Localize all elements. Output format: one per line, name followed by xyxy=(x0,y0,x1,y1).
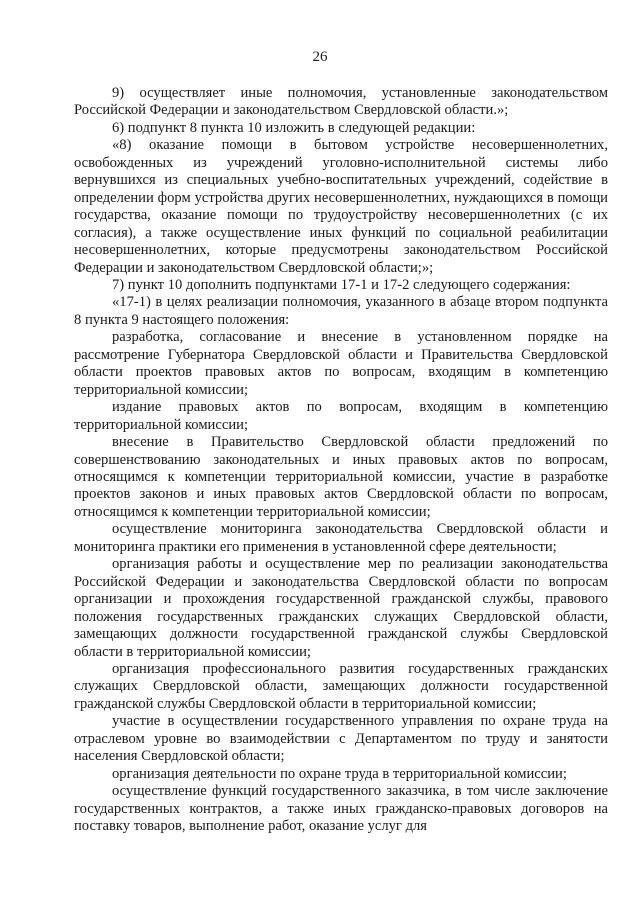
paragraph: организация деятельности по охране труда в территориальной комиссии; xyxy=(112,765,567,782)
paragraph: «17-1) в целях реализации полномочия, указанного в абзаце втором подпункта 8 пункта 9 настоящего положения: xyxy=(74,294,608,328)
paragraph-last: осуществление функций государственного заказчика, в том числе заключение государственных контрактов, а также иных гражданско-правовых договоров на поставку товаров, выполнение работ, оказание услуг для xyxy=(74,783,608,835)
paragraph: участие в осуществлении государственного управления по охране труда на отраслевом уровне во взаимодействии с Департаментом по труду и занятости населения Свердловской области; xyxy=(74,713,608,765)
paragraph: издание правовых актов по вопросам, входящим в компетенцию территориальной комиссии; xyxy=(74,399,608,433)
paragraph: 7) пункт 10 дополнить подпунктами 17-1 и 17-2 следующего содержания: xyxy=(112,276,571,293)
paragraph: внесение в Правительство Свердловской области предложений по совершенствованию законодательных и иных правовых актов по вопросам, относящимся к компетенции территориальной комиссии, участие в разработке проектов законов и иных правовых актов Свердловской области по вопросам, относящимся к компетенции территориальной комиссии; xyxy=(74,434,608,520)
page-number: 26 xyxy=(312,49,328,65)
paragraph: «8) оказание помощи в бытовом устройстве несовершеннолетних, освобожденных из учреждений уголовно-исполнительной системы либо вернувшихся из специальных учебно-воспитательных учреждений, содействие в определении форм устройства других несовершеннолетних, нуждающихся в помощи государства, оказание помощи по трудоустройству несовершеннолетних (с их согласия), а также осуществление иных функций по социальной реабилитации несовершеннолетних, которые предусмотрены законодательством Российской Федерации и законодательством Свердловской области;»; xyxy=(74,137,608,276)
paragraph: разработка, согласование и внесение в установленном порядке на рассмотрение Губернатора Свердловской области и Правительства Свердловской области проектов правовых актов по вопросам, входящим в компетенцию территориальной комиссии; xyxy=(74,329,608,398)
paragraph: осуществление мониторинга законодательства Свердловской области и мониторинга практики его применения в установленной сфере деятельности; xyxy=(74,521,608,555)
document-body xyxy=(74,85,608,835)
paragraph: организация работы и осуществление мер по реализации законодательства Российской Федерации и законодательства Свердловской области по вопросам организации и прохождения государственной гражданской службы, правового положения государственных гражданских служащих Свердловской области, замещающих должности государственной гражданской службы Свердловской области в территориальной комиссии; xyxy=(74,556,608,660)
paragraph: 9) осуществляет иные полномочия, установленные законодательством Российской Федерации и законодательством Свердловской области.»; xyxy=(74,85,608,119)
paragraph: организация профессионального развития государственных гражданских служащих Свердловской области, замещающих должности государственной гражданской службы Свердловской области в территориальной комиссии; xyxy=(74,660,608,712)
paragraph: 6) подпункт 8 пункта 10 изложить в следующей редакции: xyxy=(112,119,476,136)
